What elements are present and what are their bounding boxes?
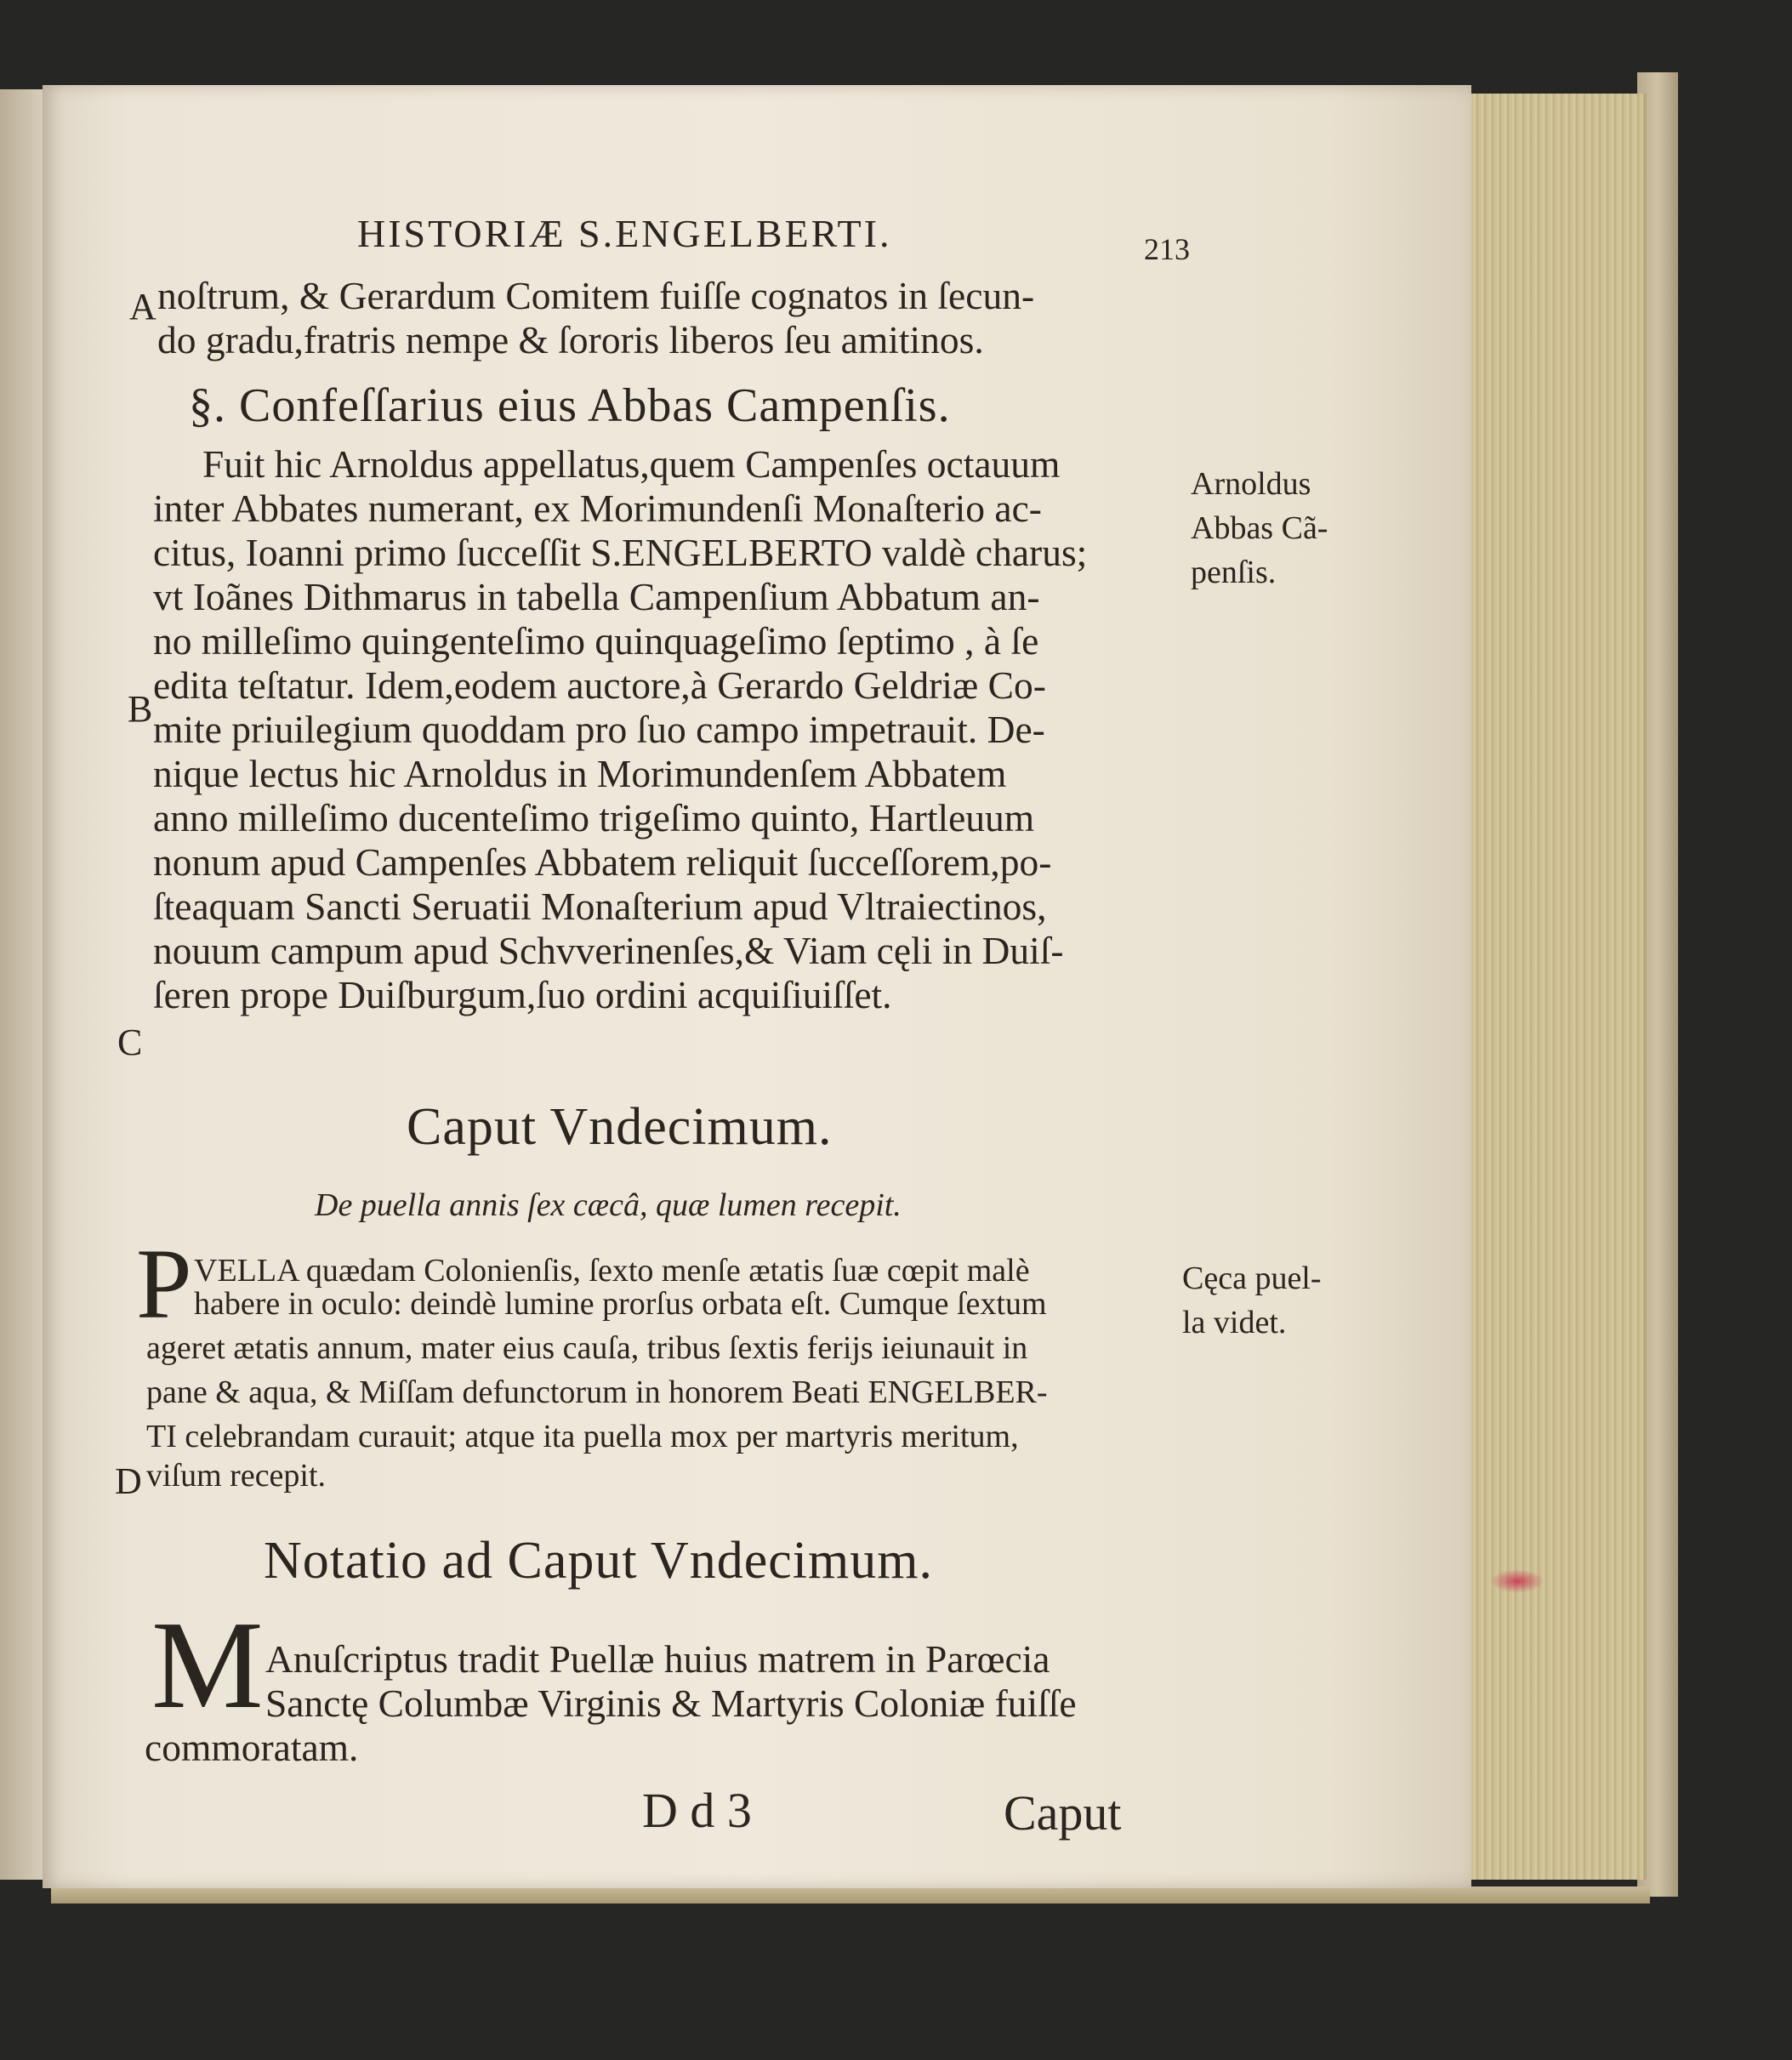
margin-note-line: Arnoldus	[1191, 466, 1311, 502]
notatio-initial: M	[151, 1596, 264, 1735]
text-line: edita teſtatur. Idem,eodem auctore,à Gerardo Geldriæ Co-	[153, 663, 1046, 707]
text-line: VELLA quædam Colonienſis, ſexto menſe ætatis ſuæ cœpit malè	[194, 1253, 1030, 1289]
margin-note-line: penſis.	[1191, 555, 1277, 590]
text-line: ſteaquam Sancti Seruatii Monaſterium apud Vltraiectinos,	[153, 885, 1047, 928]
text-line: commoratam.	[145, 1726, 359, 1769]
red-stain	[1490, 1569, 1545, 1593]
text-line: citus, Ioanni primo ſucceſſit S.ENGELBERTO valdè charus;	[153, 531, 1088, 574]
text-line: pane & aqua, & Miſſam defunctorum in honorem Beati ENGELBER-	[146, 1374, 1048, 1410]
text-line: nique lectus hic Arnoldus in Morimundenſem Abbatem	[153, 752, 1007, 795]
text-line: habere in oculo: deindè lumine prorſus orbata eſt. Cumque ſextum	[194, 1286, 1047, 1322]
text-line: do gradu,fratris nempe & ſororis liberos ſeu amitinos.	[157, 318, 984, 361]
text-line: Sanctę Columbæ Virginis & Martyris Coloniæ fuiſſe	[265, 1682, 1077, 1725]
text-line: inter Abbates numerant, ex Morimundenſi Monaſterio ac-	[153, 487, 1042, 530]
text-line: Fuit hic Arnoldus appellatus,quem Campenſes octauum	[202, 442, 1061, 486]
text-line: TI celebrandam curauit; atque ita puella mox per martyris meritum,	[146, 1419, 1019, 1454]
margin-note-line: Cęca puel-	[1182, 1260, 1322, 1296]
text-line: mite priuilegium quoddam pro ſuo campo impetrauit. De-	[153, 708, 1045, 751]
catchword: Caput	[1004, 1785, 1122, 1841]
text-line: ſeren prope Duiſburgum,ſuo ordini acquiſiuiſſet.	[153, 973, 892, 1016]
text-line: ageret ætatis annum, mater eius cauſa, tribus ſextis ferijs ieiunauit in	[146, 1330, 1028, 1366]
margin-note-line: la videt.	[1182, 1305, 1287, 1340]
text-line: noſtrum, & Gerardum Comitem fuiſſe cognatos in ſecun-	[157, 274, 1035, 317]
text-line: Anuſcriptus tradit Puellæ huius matrem in Parœcia	[265, 1637, 1050, 1681]
text-line: viſum recepit.	[146, 1458, 327, 1494]
page-number: 213	[1144, 232, 1190, 266]
margin-letter-d: D	[115, 1460, 142, 1502]
signature-mark: D d 3	[642, 1783, 752, 1838]
section-title: §. Confeſſarius eius Abbas Campenſis.	[189, 379, 951, 432]
page-bottom-edge	[51, 1886, 1650, 1904]
chapter-title: Caput Vndecimum.	[407, 1098, 833, 1156]
page-fore-edge	[1465, 94, 1647, 1880]
running-title: HISTORIÆ S.ENGELBERTI.	[357, 212, 892, 255]
chapter-initial: P	[136, 1228, 192, 1340]
text-line: nouum campum apud Schvverinenſes,& Viam cęli in Duiſ-	[153, 929, 1064, 972]
chapter-subtitle: De puella annis ſex cæcâ, quæ lumen recepit.	[315, 1187, 902, 1223]
margin-letter-c: C	[117, 1021, 143, 1063]
text-line: nonum apud Campenſes Abbatem reliquit ſucceſſorem,po-	[153, 840, 1052, 884]
margin-note-line: Abbas Cã-	[1191, 510, 1328, 546]
margin-letter-a: A	[129, 286, 156, 327]
text-line: anno milleſimo ducenteſimo trigeſimo quinto, Hartleuum	[153, 796, 1035, 839]
text-line: vt Ioãnes Dithmarus in tabella Campenſium Abbatum an-	[153, 575, 1040, 618]
text-line: no milleſimo quingenteſimo quinquageſimo ſeptimo , à ſe	[153, 619, 1039, 663]
margin-letter-b: B	[128, 688, 153, 730]
notatio-title: Notatio ad Caput Vndecimum.	[264, 1532, 933, 1590]
